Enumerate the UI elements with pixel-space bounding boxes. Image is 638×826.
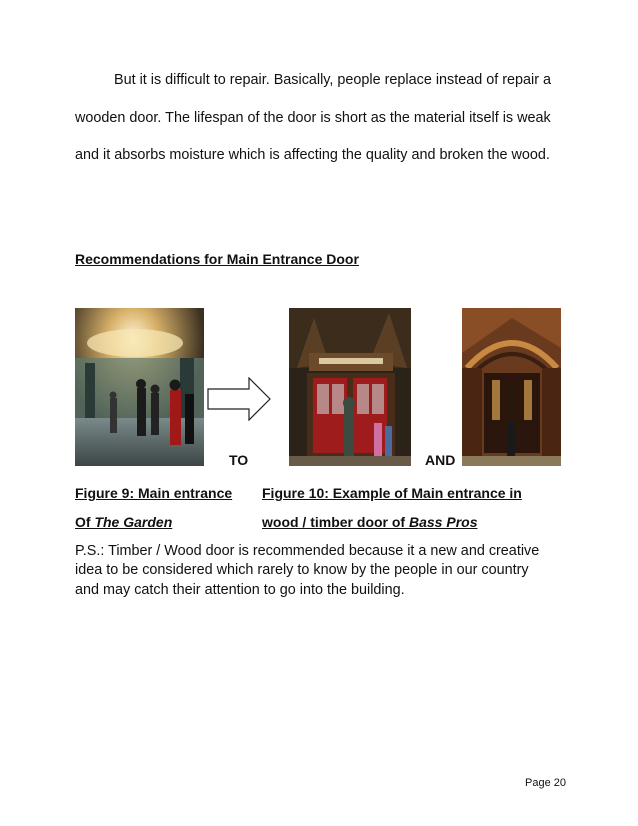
body-line-1: But it is difficult to repair. Basically, people replace instead of repair a <box>114 72 552 88</box>
arrow-right-icon <box>207 377 271 421</box>
garden-entrance-photo <box>75 308 204 466</box>
ps-line-2: idea to be considered which rarely to know by the people in our country <box>75 562 529 578</box>
figure-10-caption-line-2: wood / timber door of Bass Pros <box>262 514 478 530</box>
bass-pros-entrance-photo <box>289 308 411 466</box>
ps-line-3: and may catch their attention to go into the building. <box>75 582 405 598</box>
figure-9-caption-line-1: Figure 9: Main entrance <box>75 485 233 501</box>
section-heading: Recommendations for Main Entrance Door <box>75 251 359 267</box>
page-number: Page 20 <box>525 777 566 789</box>
connector-and: AND <box>425 452 456 468</box>
figure-9-caption-line-2: Of The Garden <box>75 514 173 530</box>
body-line-3: and it absorbs moisture which is affecting the quality and broken the wood. <box>75 147 550 163</box>
timber-facade-photo <box>462 308 561 466</box>
figure-10-caption-line-1: Figure 10: Example of Main entrance in <box>262 485 522 501</box>
body-line-2: wooden door. The lifespan of the door is short as the material itself is weak <box>75 110 551 126</box>
ps-line-1: P.S.: Timber / Wood door is recommended because it a new and creative <box>75 543 540 559</box>
connector-to: TO <box>229 452 249 468</box>
